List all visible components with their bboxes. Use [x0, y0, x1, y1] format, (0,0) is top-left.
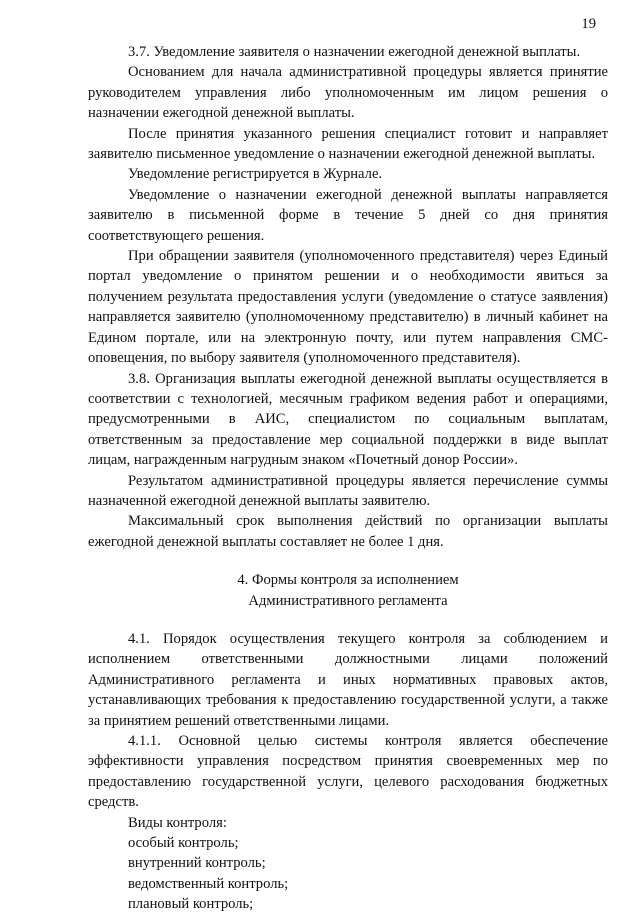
paragraph: 4.1. Порядок осуществления текущего контроля за соблюдением и исполнением ответственными должностными лицами положений Административного регламента и иных нормативных правовых актов, устанавливающих требования к предоставлению государственной услуги, а также за принятием решений ответственными лицами.: [88, 630, 608, 729]
list-item: внутренний контроль;: [128, 855, 266, 872]
paragraph: Максимальный срок выполнения действий по организации выплаты ежегодной денежной выплаты составляет не более 1 дня.: [88, 513, 608, 550]
paragraph: Уведомление регистрируется в Журнале.: [128, 166, 383, 183]
section-heading: [88, 570, 608, 611]
section-heading-line: Административного регламента: [248, 592, 448, 609]
page-number: 19: [581, 16, 596, 32]
list-item: плановый контроль;: [128, 896, 254, 913]
paragraph: 3.8. Организация выплаты ежегодной денежной выплаты осуществляется в соответствии с технологией, месячным графиком ведения работ и операциями, предусмотренными в АИС, специалистом по социальным выплатам, ответственным за предоставление мер социальной поддержки в виде выплат лицам, награжденным нагрудным знаком «Почетный донор России».: [88, 370, 608, 469]
list-item: Виды контроля:: [128, 814, 227, 831]
paragraph: После принятия указанного решения специалист готовит и направляет заявителю письменное уведомление о назначении ежегодной денежной выплаты.: [88, 125, 608, 163]
paragraph: Основанием для начала административной процедуры является принятие руководителем управления либо уполномоченным им лицом решения о назначении ежегодной денежной выплаты.: [88, 64, 608, 122]
paragraph: 4.1.1. Основной целью системы контроля является обеспечение эффективности управления посредством принятия своевременных мер по предоставлению государственной услуги, целевого расходования бюджетных средств.: [88, 733, 608, 811]
section-heading-line: 4. Формы контроля за исполнением: [237, 572, 459, 589]
document-body: [88, 42, 608, 915]
paragraph: 3.7. Уведомление заявителя о назначении ежегодной денежной выплаты.: [128, 44, 581, 60]
paragraph: Уведомление о назначении ежегодной денежной выплаты направляется заявителю в письменной форме в течение 5 дней со дня принятия соответствующего решения.: [88, 186, 608, 244]
paragraph: При обращении заявителя (уполномоченного представителя) через Единый портал уведомление о принятом решении и о необходимости явиться за получением результата предоставления услуги (уведомление о статусе заявления) направляется заявителю (уполномоченному представителю) в личный кабинет на Едином портале, или на электронную почту, или путем направления СМС-оповещения, по выбору заявителя (уполномоченного представителя).: [88, 248, 608, 367]
control-types-list: [88, 813, 608, 915]
list-item: особый контроль;: [128, 835, 239, 852]
paragraph: Результатом административной процедуры является перечисление суммы назначенной ежегодной денежной выплаты заявителю.: [88, 472, 608, 509]
list-item: ведомственный контроль;: [128, 875, 289, 892]
